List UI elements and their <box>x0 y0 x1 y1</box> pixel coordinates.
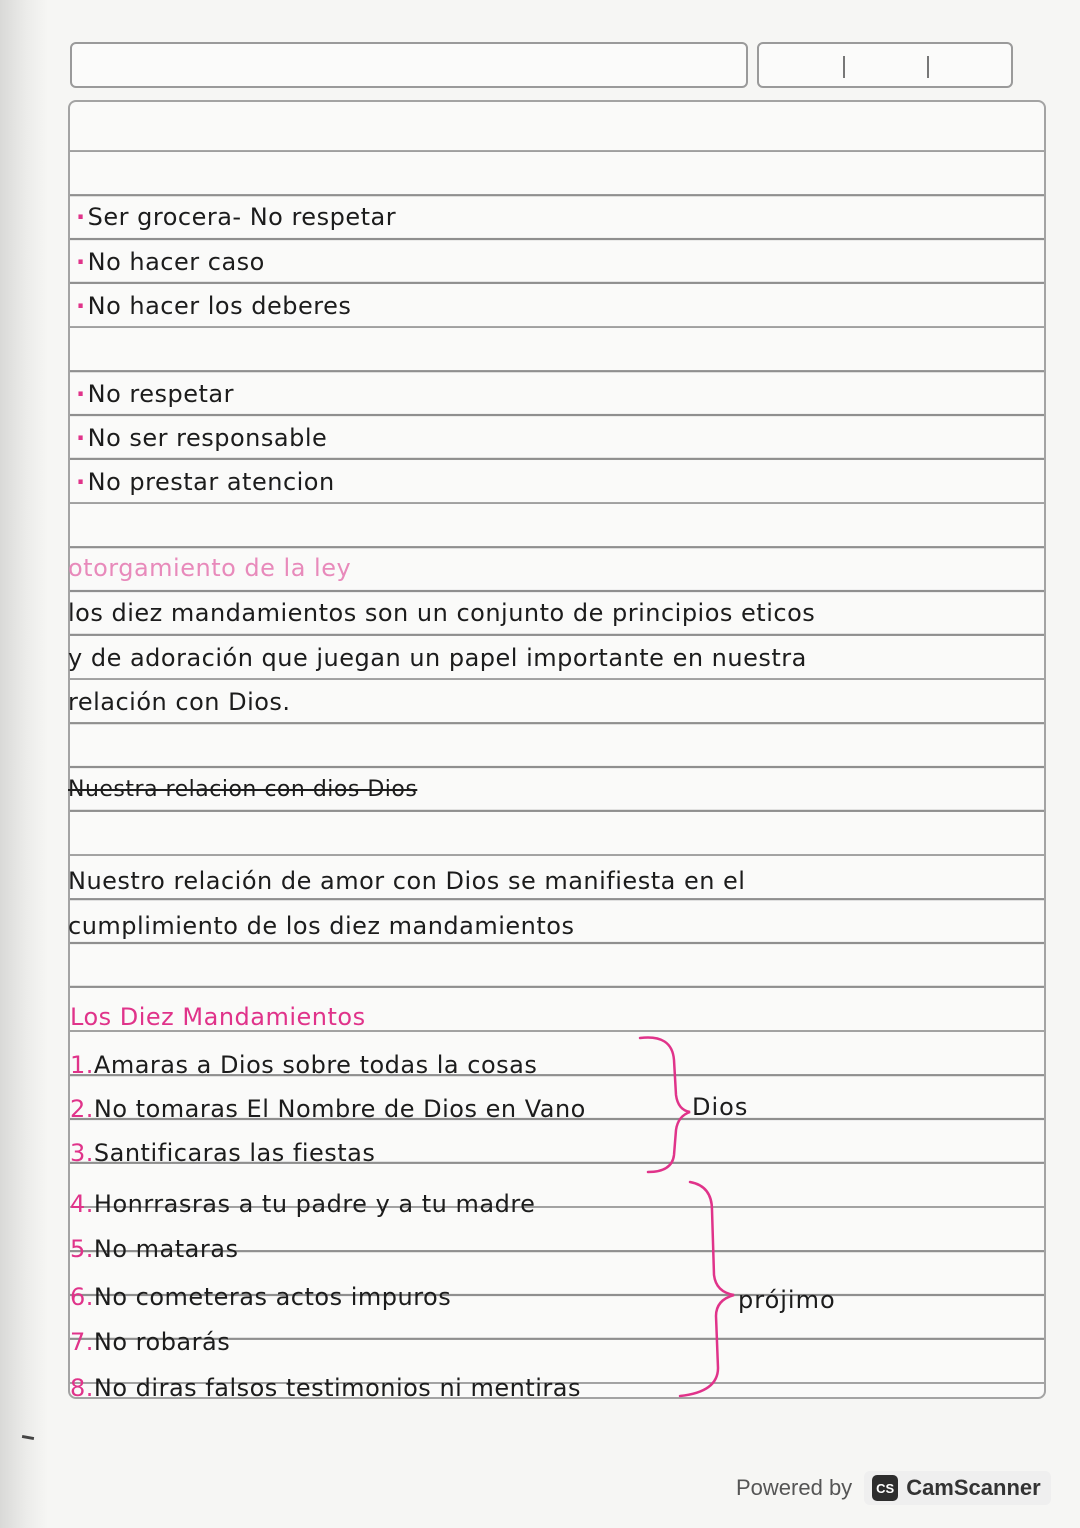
camscanner-watermark <box>736 1468 1051 1508</box>
paragraph-line: los diez mandamientos son un conjunto de principios eticos <box>68 599 816 627</box>
note-line: ·No hacer caso <box>76 248 265 276</box>
note-line: ·Ser grocera- No respetar <box>76 203 397 231</box>
commandment-item: 3.Santificaras las fiestas <box>70 1139 376 1167</box>
brace-label-dios: Dios <box>692 1093 749 1121</box>
love-line: Nuestro relación de amor con Dios se manifiesta en el <box>68 867 746 895</box>
commandment-item: 5.No mataras <box>70 1235 239 1263</box>
camscanner-name: CamScanner <box>906 1475 1041 1500</box>
commandment-item: 4.Honrrasras a tu padre y a tu madre <box>70 1190 536 1218</box>
section-title: otorgamiento de la ley <box>68 554 352 582</box>
commandment-item: 1.Amaras a Dios sobre todas la cosas <box>70 1051 538 1079</box>
brace-projimo <box>680 1182 734 1396</box>
love-line: cumplimiento de los diez mandamientos <box>68 912 575 940</box>
commandment-item: 6.No cometeras actos impuros <box>70 1283 452 1311</box>
camscanner-logo-icon: CS <box>872 1475 898 1501</box>
note-line: ·No prestar atencion <box>76 468 335 496</box>
commandment-item: 7.No robarás <box>70 1328 231 1356</box>
camscanner-badge <box>864 1471 1051 1505</box>
brace-dios <box>640 1037 690 1172</box>
commandments-title: Los Diez Mandamientos <box>70 1003 366 1031</box>
paragraph-line: relación con Dios. <box>68 688 291 716</box>
note-line: ·No respetar <box>76 380 234 408</box>
brace-label-projimo: prójimo <box>738 1286 836 1314</box>
note-line: ·No ser responsable <box>76 424 328 452</box>
commandment-item: 2.No tomaras El Nombre de Dios en Vano <box>70 1095 586 1123</box>
powered-by-text: Powered by <box>736 1475 853 1500</box>
commandment-item: 8.No diras falsos testimonios ni mentiras <box>70 1374 581 1402</box>
struck-heading: Nuestra relacion con dios Dios <box>68 777 418 802</box>
note-line: ·No hacer los deberes <box>76 292 352 320</box>
paragraph-line: y de adoración que juegan un papel importante en nuestra <box>68 644 807 672</box>
